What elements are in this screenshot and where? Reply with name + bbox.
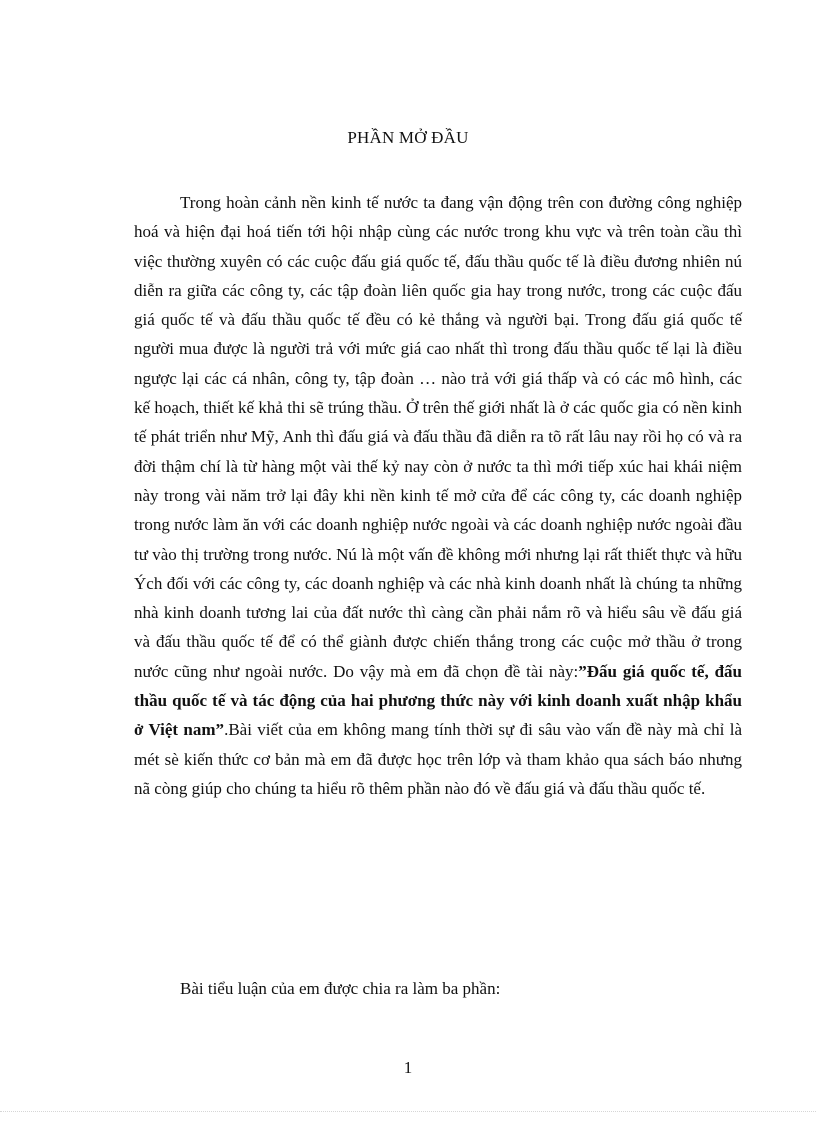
- page-heading: PHẦN MỞ ĐẦU: [347, 128, 469, 147]
- paragraph-intro-text-after: .Bài viết của em không mang tính thời sự đi sâu vào vấn đề này mà chỉ là mét sè kiến thức cơ bản mà em đã được học trên lớp và tham khảo qua sách báo nhưng nã còng giúp cho chúng ta hiểu rõ thêm phần nào đó về đấu giá và đấu thầu quốc tế.: [134, 720, 742, 798]
- page-bottom-rule: [0, 1111, 816, 1112]
- paragraph-intro-text-before: Trong hoàn cảnh nền kinh tế nước ta đang vận động trên con đường công nghiệp hoá và hiện đại hoá tiến tới hội nhập cùng các nước trong khu vực và trên toàn cầu thì việc thường xuyên có các cuộc đấu giá quốc tế, đấu thầu quốc tế là điều đương nhiên nú diễn ra giữa các công ty, các tập đoàn liên quốc gia hay trong nước, trong các cuộc đấu giá quốc tế và đấu thầu quốc tế đều có kẻ thắng và người bại. Trong đấu giá quốc tế người mua được là người trả với mức giá cao nhất thì trong đấu thầu quốc tế lại là điều ngược lại các cá nhân, công ty, tập đoàn … nào trả với giá thấp và có các mô hình, các kế hoạch, thiết kế khả thi sẽ trúng thầu. Ở trên thế giới nhất là ở các quốc gia có nền kinh tế phát triển như Mỹ, Anh thì đấu giá và đấu thầu đã diễn ra tõ rất lâu nay rồi họ có và ra đời thậm chí là từ hàng một vài thế kỷ nay còn ở nước ta thì mới tiếp xúc hai khái niệm này trong vài năm trở lại đây khi nền kinh tế mở cửa để các công ty, các doanh nghiệp trong nước làm ăn với các doanh nghiệp nước ngoài và các doanh nghiệp nước ngoài đầu tư vào thị trường trong nước. Nú là một vấn đề không mới nhưng lại rất thiết thực và hữu Ých đối với các công ty, các doanh nghiệp và các nhà kinh doanh nhất là chúng ta những nhà kinh doanh tương lai của đất nước thì càng cần phải nắm rõ và hiểu sâu về đấu giá và đấu thầu quốc tế để có thể giành được chiến thắng trong các cuộc mở thầu ở trong nước cũng như ngoài nước. Do vậy mà em đã chọn đề tài này:: [134, 193, 742, 681]
- paragraph-intro: [134, 188, 742, 803]
- thesis-title-emphasis: ”Đấu giá quốc tế, đấu thầu quốc tế và tác động của hai phương thức này với kinh doanh xuất nhập khẩu ở Việt nam”: [134, 661, 742, 740]
- body-text: [134, 188, 742, 803]
- paragraph-structure: Bài tiểu luận của em được chia ra làm ba phần:: [180, 979, 501, 998]
- page-number: 1: [403, 1058, 413, 1077]
